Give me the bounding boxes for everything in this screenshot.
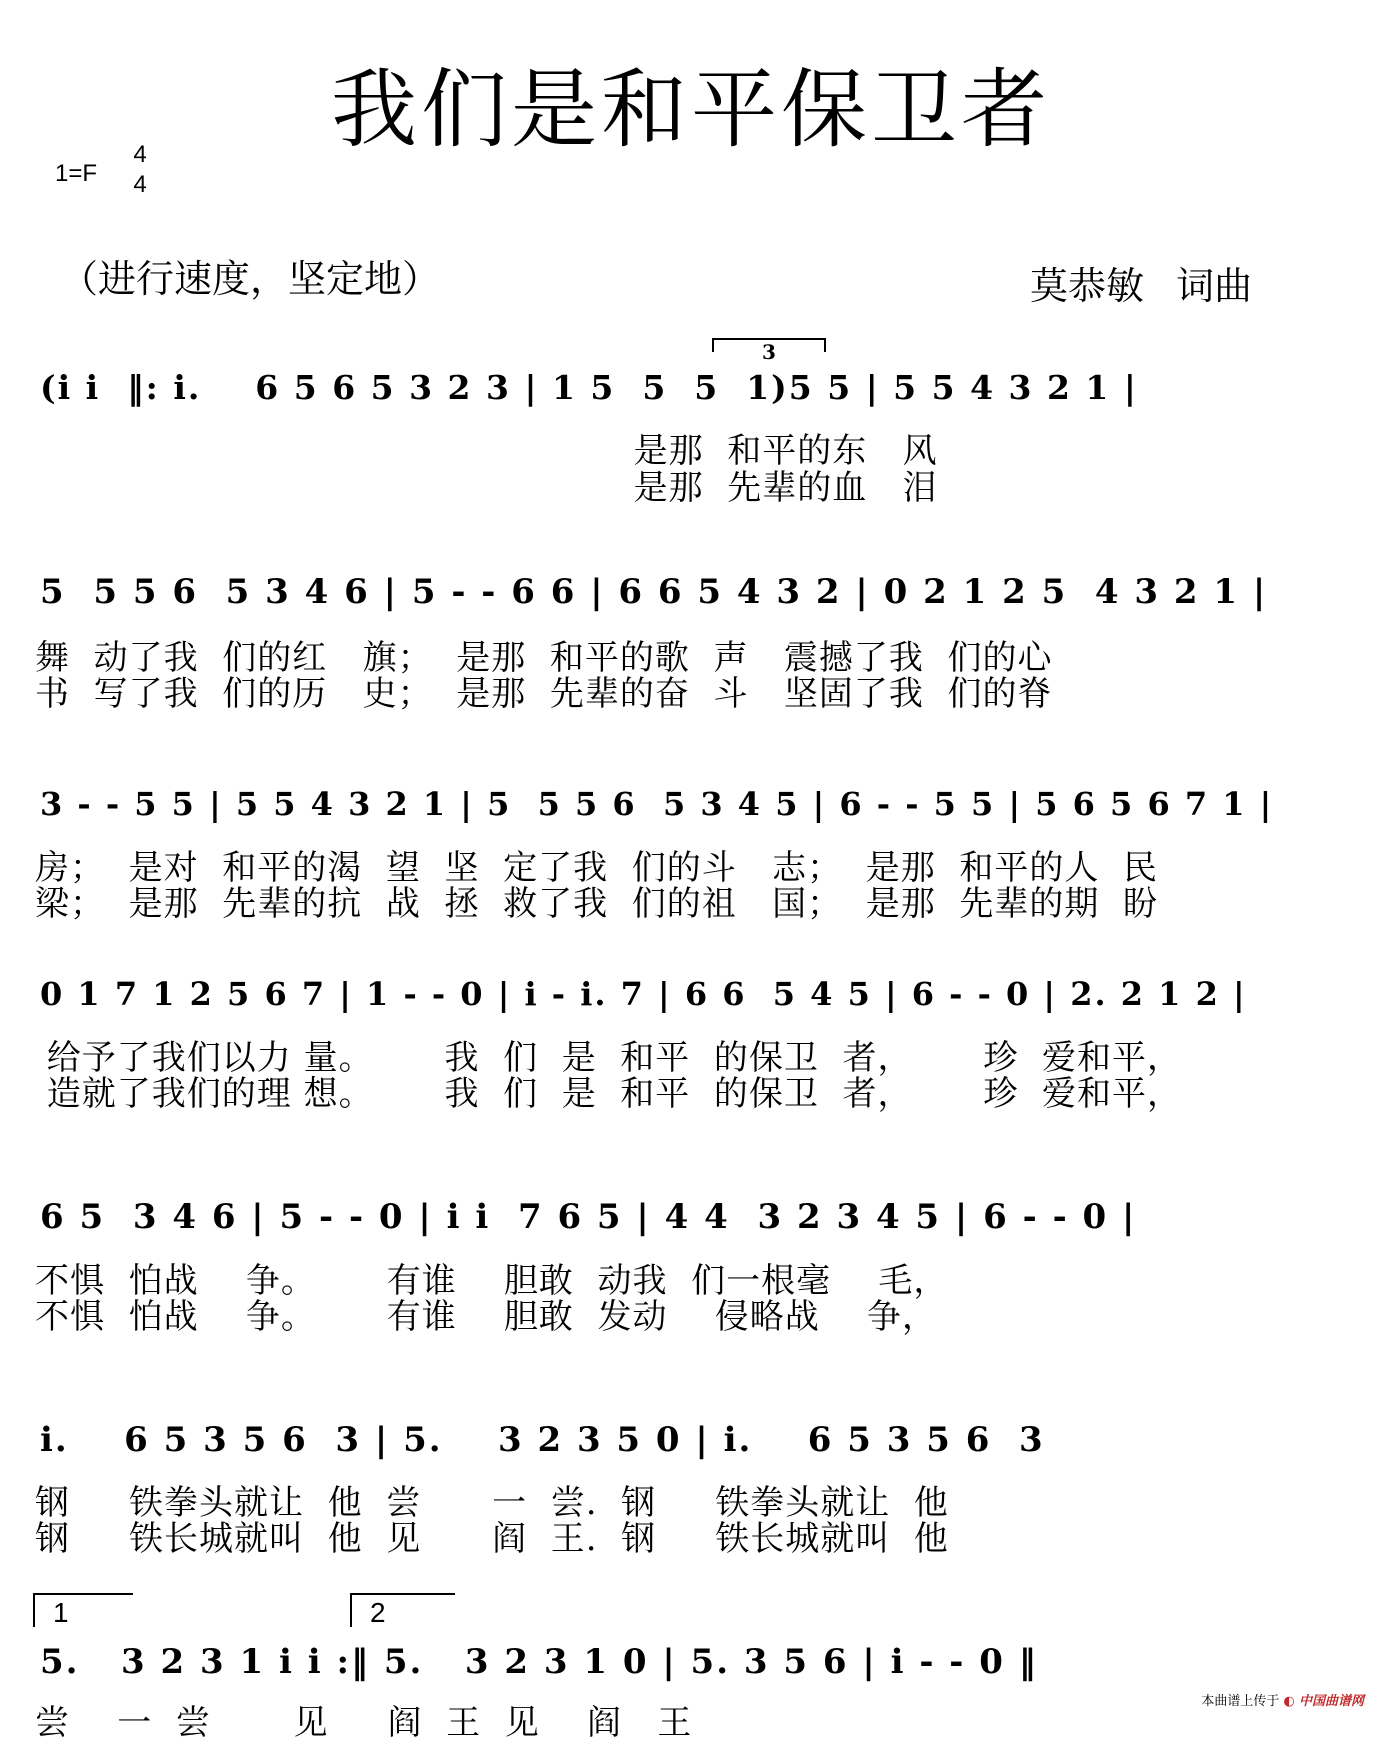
lyric-verse-2: 书 写了我 们的历 史； 是那 先辈的奋 斗 坚固了我 们的脊 (35, 674, 1053, 714)
lyric-verse-1: 钢 铁拳头就让 他 尝 一 尝. 钢 铁拳头就让 他 (35, 1483, 949, 1523)
watermark (1201, 1690, 1364, 1709)
lyric-verse-1: 房； 是对 和平的渴 望 坚 定了我 们的斗 志； 是那 和平的人 民 (35, 848, 1158, 888)
song-title: 我们是和平保卫者 (331, 60, 1051, 160)
notation-line: 6 5 3 4 6 | 5 - - 0 | i i 7 6 5 | 4 4 3 2 3 4 5 | 6 - - 0 | (40, 1197, 1137, 1237)
time-signature-bottom: 4 (133, 171, 147, 198)
notation-line: 3 - - 5 5 | 5 5 4 3 2 1 | 5 5 5 6 5 3 4 5 | 6 - - 5 5 | 5 6 5 6 7 1 | (40, 785, 1274, 823)
notation-line: 0 1 7 1 2 5 6 7 | 1 - - 0 | i - i. 7 | 6 6 5 4 5 | 6 - - 0 | 2. 2 1 2 | (40, 975, 1247, 1013)
triplet-bracket: 3 (712, 338, 826, 352)
notation-line: 5. 3 2 3 1 i i :‖ 5. 3 2 3 1 0 | 5. 3 5 6 | i - - 0 ‖ (40, 1642, 1038, 1682)
notation-line: 5 5 5 6 5 3 4 6 | 5 - - 6 6 | 6 6 5 4 3 2 | 0 2 1 2 5 4 3 2 1 | (40, 572, 1268, 612)
lyric-verse-1: 尝 一 尝 见 阎 王 见 阎 王 (35, 1703, 693, 1743)
composer-credit: 莫恭敏 词曲 (1030, 264, 1253, 308)
time-signature-top: 4 (133, 141, 147, 168)
tempo-marking: （进行速度，坚定地） (60, 257, 441, 301)
lyric-verse-2: 钢 铁长城就叫 他 见 阎 王. 钢 铁长城就叫 他 (35, 1519, 949, 1559)
lyric-verse-2: 不惧 怕战 争。 有谁 胆敢 发动 侵略战 争， (35, 1297, 937, 1337)
lyric-verse-2: 造就了我们的理 想。 我 们 是 和平 的保卫 者， 珍 爱和平， (35, 1074, 1182, 1114)
notation-line: i. 6 5 3 5 6 3 | 5. 3 2 3 5 0 | i. 6 5 3 5 6 3 (40, 1420, 1045, 1460)
lyric-verse-1: 是那 和平的东 风 (55, 431, 938, 471)
key-signature: 1=F (55, 160, 98, 187)
second-ending-bracket: 2 (350, 1593, 455, 1627)
site-logo-icon: ◐ (1283, 1694, 1295, 1709)
lyric-verse-1: 不惧 怕战 争。 有谁 胆敢 动我 们一根毫 毛， (35, 1261, 949, 1301)
lyric-verse-1: 舞 动了我 们的红 旗； 是那 和平的歌 声 震撼了我 们的心 (35, 638, 1053, 678)
lyric-verse-2: 是那 先辈的血 泪 (55, 468, 938, 508)
time-signature (130, 140, 150, 200)
notation-line: (i i ‖: i. 6 5 6 5 3 2 3 | 1 5 5 5 1)5 5 | 5 5 4 3 2 1 | (40, 368, 1138, 407)
lyric-verse-2: 梁； 是那 先辈的抗 战 拯 救了我 们的祖 国； 是那 先辈的期 盼 (35, 884, 1158, 924)
watermark-prefix: 本曲谱上传于 (1201, 1694, 1280, 1709)
lyric-verse-1: 给予了我们以力 量。 我 们 是 和平 的保卫 者， 珍 爱和平， (35, 1038, 1182, 1078)
watermark-brand: 中国曲谱网 (1298, 1694, 1364, 1709)
first-ending-bracket: 1 (33, 1593, 133, 1627)
